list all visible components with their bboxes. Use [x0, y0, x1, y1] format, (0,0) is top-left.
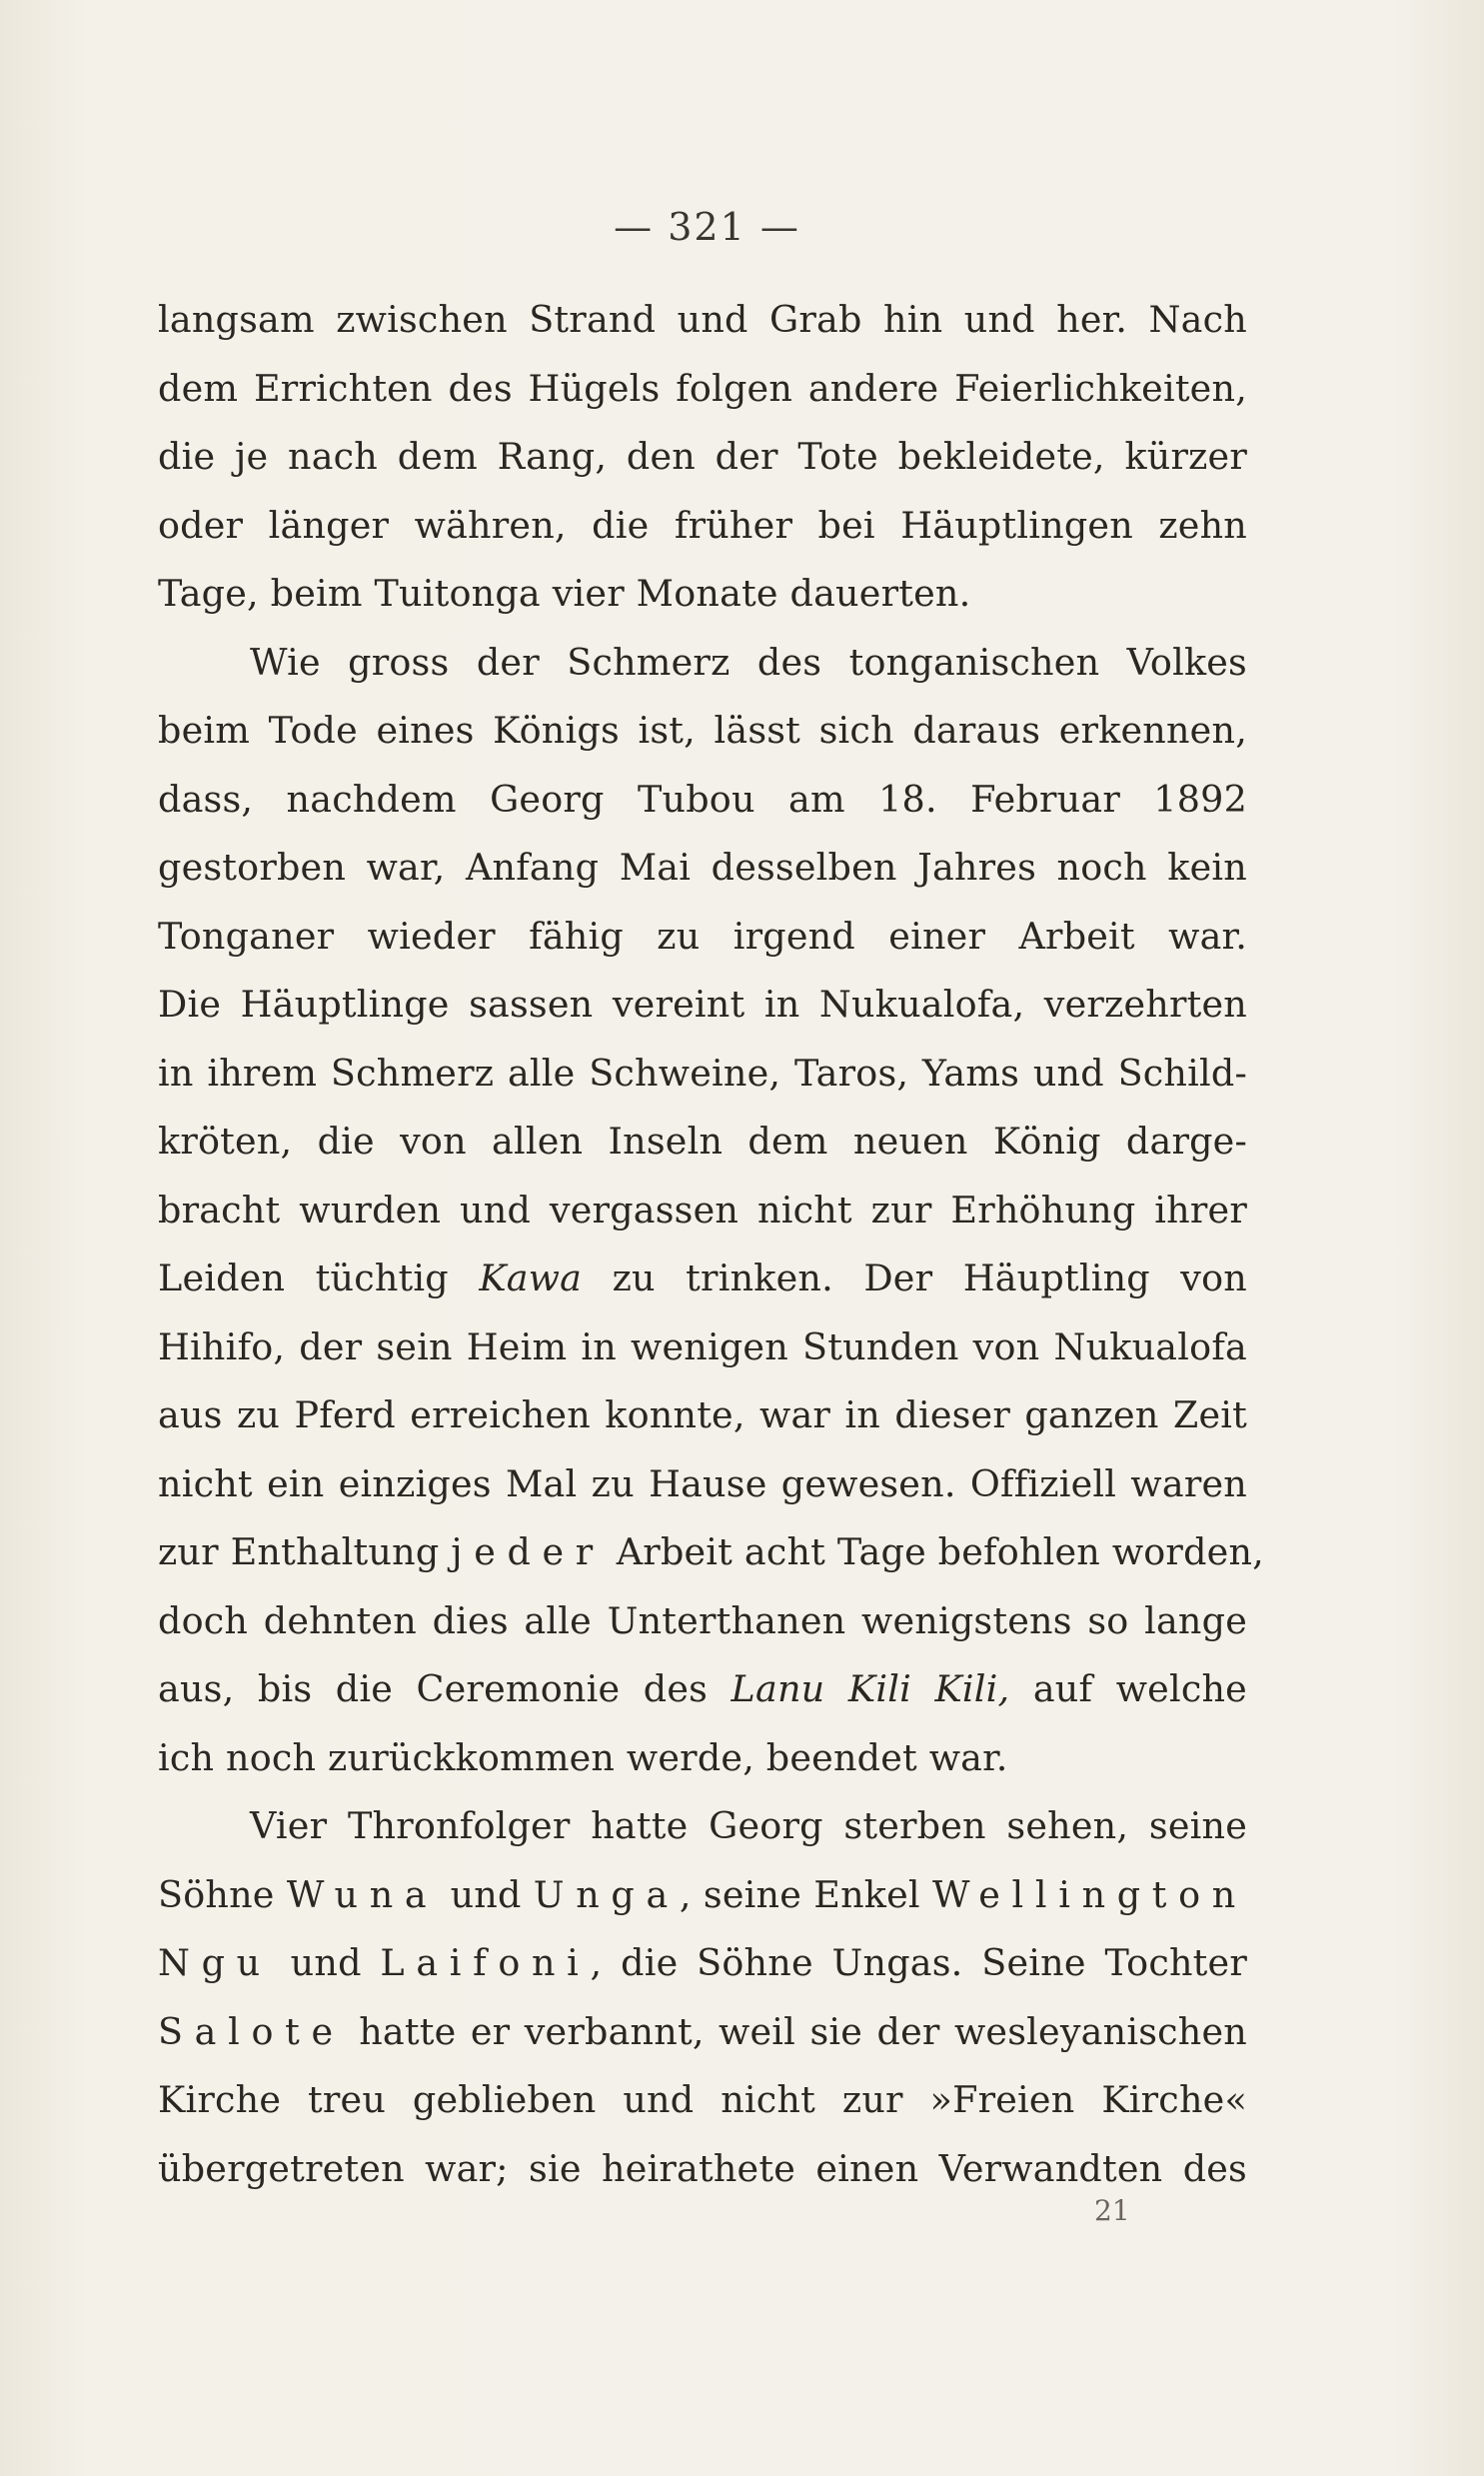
text-line: oder länger währen, die früher bei Häuptlingen zehn [158, 503, 1247, 547]
text-line: bracht wurden und vergassen nicht zur Erhöhung ihrer [158, 1188, 1247, 1232]
text-run: und [438, 1872, 534, 1916]
spaced-word: jeder [451, 1530, 605, 1573]
text-line: dass, nachdem Georg Tubou am 18. Februar 1892 [158, 777, 1247, 821]
text-run: Arbeit acht Tage befohlen worden, [604, 1530, 1264, 1573]
italic-term-lanu-kili-kili: Lanu Kili Kili, [731, 1667, 1010, 1710]
spaced-name: Ngu [158, 1941, 272, 1984]
text-line: Wie gross der Schmerz des tonganischen Volkes [250, 640, 1247, 684]
signature-mark: 21 [1094, 2194, 1130, 2227]
text-line: aus zu Pferd erreichen konnte, war in dieser ganzen Zeit [158, 1393, 1247, 1436]
text-run: auf welche [1009, 1667, 1247, 1710]
text-line: dem Errichten des Hügels folgen andere Feierlichkeiten, [158, 366, 1247, 410]
text-line: doch dehnten dies alle Unterthanen wenigstens so lange [158, 1598, 1247, 1642]
text-line: in ihrem Schmerz alle Schweine, Taros, Yams und Schild- [158, 1051, 1247, 1095]
text-line: Hihifo, der sein Heim in wenigen Stunden von Nukualofa [158, 1324, 1247, 1368]
body-text [158, 286, 1264, 2203]
text-line: gestorben war, Anfang Mai desselben Jahres noch kein [158, 846, 1247, 889]
text-run: hatte er verbannt, weil sie der wesleyanischen [344, 2009, 1247, 2053]
text-line [158, 1655, 1247, 1724]
spaced-name: Salote [158, 2009, 345, 2053]
spaced-name: Wuna [286, 1872, 439, 1916]
text-line: Die Häuptlinge sassen vereint in Nukualofa, verzehrten [158, 983, 1247, 1026]
spaced-name: Wellington [932, 1872, 1247, 1916]
text-line: langsam zwischen Strand und Grab hin und her. Nach [158, 298, 1247, 341]
text-line: Tonganer wieder fähig zu irgend einer Arbeit war. [158, 914, 1247, 958]
text-run: , die Söhne Ungas. Seine Tochter [590, 1941, 1247, 1984]
page-number: — 321 — [614, 205, 800, 249]
text-line [158, 1518, 1264, 1587]
text-line: beim Tode eines Königs ist, lässt sich daraus erkennen, [158, 709, 1247, 752]
text-line: Kirche treu geblieben und nicht zur »Freien Kirche« [158, 2078, 1247, 2121]
text-run: aus, bis die Ceremonie des [158, 1667, 732, 1710]
spaced-name: Unga [533, 1872, 680, 1916]
text-line [158, 1861, 1247, 1930]
spaced-name: Laifoni [380, 1941, 591, 1984]
text-line [158, 1929, 1247, 1998]
text-run: Leiden tüchtig [158, 1256, 480, 1299]
text-line: Vier Thronfolger hatte Georg sterben sehen, seine [250, 1804, 1247, 1847]
text-line: ich noch zurückkommen werde, beendet war. [158, 1735, 1008, 1779]
text-run: zur Enthaltung [158, 1530, 452, 1573]
text-line: nicht ein einziges Mal zu Hause gewesen. Offiziell waren [158, 1461, 1247, 1505]
text-line: Tage, beim Tuitonga vier Monate dauerten. [158, 572, 971, 615]
text-line: die je nach dem Rang, den der Tote bekleidete, kürzer [158, 435, 1247, 478]
text-run: zu trinken. Der Häuptling von [582, 1256, 1247, 1299]
text-line [158, 1998, 1247, 2067]
text-run: und [271, 1941, 381, 1984]
italic-term-kawa: Kawa [479, 1256, 583, 1299]
text-line: kröten, die von allen Inseln dem neuen König darge- [158, 1120, 1247, 1163]
text-run: , seine Enkel [679, 1872, 933, 1916]
text-line [158, 1244, 1247, 1313]
text-line: übergetreten war; sie heirathete einen Verwandten des [158, 2146, 1247, 2190]
text-run: Söhne [158, 1872, 287, 1916]
